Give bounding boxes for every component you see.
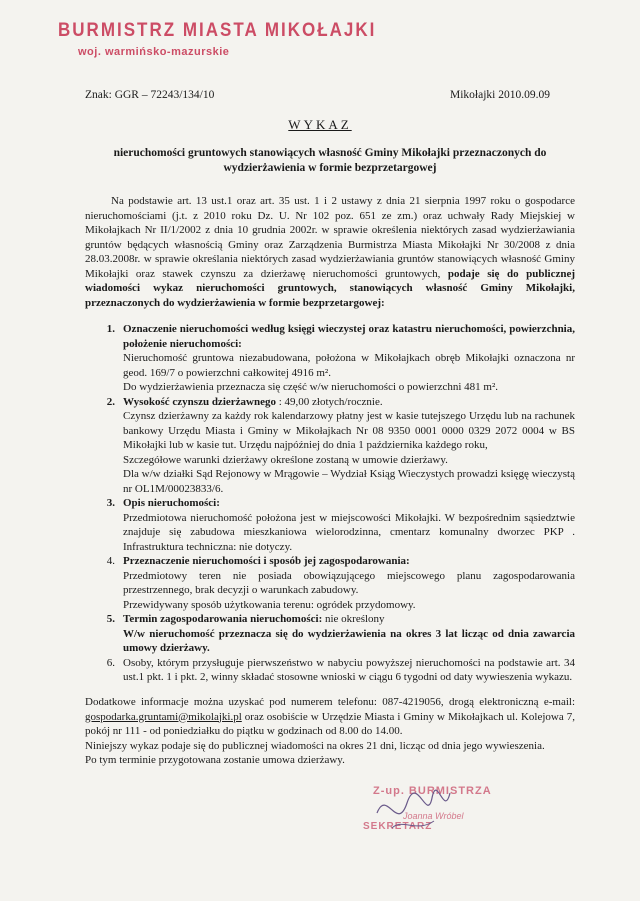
item-line: Do wydzierżawienia przeznacza się część w/w nieruchomości o powierzchni 481 m². xyxy=(123,381,498,393)
stamp-secretary-line3: SEKRETARZ xyxy=(363,821,433,832)
item-heading-tail: nie określony xyxy=(322,613,385,625)
list-item xyxy=(85,395,575,497)
item-heading: Przeznaczenie nieruchomości i sposób jej zagospodarowania: xyxy=(123,555,410,567)
contact-text-b: oraz osobiście w Urzędzie Miasta i Gminy w Mikołajkach ul. Kolejowa 7, pokój nr 111 - od poniedziałku do piątku w godzinach od 8.00 do 14.00. xyxy=(85,710,575,737)
signature xyxy=(372,783,452,838)
list-item xyxy=(85,496,575,554)
item-line: Szczegółowe warunki dzierżawy określone zostaną w umowie dzierżawy. xyxy=(123,453,448,466)
stamp-mayor xyxy=(58,20,376,58)
intro-paragraph xyxy=(85,194,575,310)
item-number: 1. xyxy=(106,323,115,335)
intro-bold-text: podaje się do publicznej wiadomości wykaz nieruchomości gruntowych, stanowiących własność Gminy Mikołajki, przeznaczonych do wydzierżawienia w formie bezprzetargowej: xyxy=(85,267,575,309)
stamp-mayor-line1: BURMISTRZ MIASTA MIKOŁAJKI xyxy=(58,18,377,41)
intro-text: Na podstawie art. 13 ust.1 oraz art. 35 ust. 1 i 2 ustawy z dnia 21 sierpnia 1997 roku o gospodarce nieruchomościami (j.t. z 2010 roku Dz. U. Nr 102 poz. 651 ze zm.) oraz uchwały Rady Miejskiej w Mikołajkach Nr II/1/2002 z dnia 10 grudnia 2002r. w sprawie określenia niektórych zasad wydzierżawiania gruntów będących własnością Gminy oraz Zarządzenia Burmistrza Miasta Mikołajki Nr 30/2008 z dnia 28.03.2008r. w sprawie określania niektórych zasad wydzierżawiania gruntów stanowiących własność Gminy Mikołajki oraz stawek czynszu za dzierżawę nieruchomości gruntowych, xyxy=(85,195,575,280)
list-item xyxy=(85,656,575,685)
item-number: 6. xyxy=(106,656,115,669)
item-line: Dla w/w działki Sąd Rejonowy w Mrągowie – Wydział Ksiąg Wieczystych prowadzi księgę wieczystą nr OL1M/00023833/6. xyxy=(123,468,575,495)
reference-number: Znak: GGR – 72243/134/10 xyxy=(85,89,215,101)
item-line: Czynsz dzierżawny za każdy rok kalendarzowy płatny jest w kasie tutejszego Urzędu lub na rachunek bankowy Urzędu Miasta i Gminy w Mikołajkach Nr 08 9350 0001 0000 0329 2072 0004 w BS Mikołajki lub w kasie tut. Urzędu najpóźniej do dnia 1 października każdego roku, xyxy=(123,410,575,451)
item-line: Osoby, którym przysługuje pierwszeństwo w nabyciu powyższej nieruchomości na podstawie art. 34 ust.1 pkt. 1 i pkt. 2, winny składać stosowne wnioski w ciągu 6 tygodni od daty wywieszenia wykazu. xyxy=(123,656,575,683)
item-bold-line: W/w nieruchomość przeznacza się do wydzierżawienia na okres 3 lat licząc od dnia zawarcia umowy dzierżawy. xyxy=(123,627,575,654)
publication-paragraph: Niniejszy wykaz podaje się do publicznej wiadomości na okres 21 dni, licząc od dnia jego wywieszenia. xyxy=(85,739,545,752)
item-number: 2. xyxy=(106,395,115,408)
item-heading-tail: : 49,00 złotych/rocznie. xyxy=(275,395,383,408)
item-number: 5. xyxy=(106,613,115,625)
item-number: 4. xyxy=(106,555,115,567)
stamp-secretary-line1: Z-up. BURMISTRZA xyxy=(373,785,492,797)
contact-text-a: Dodatkowe informacje można uzyskać pod numerem telefonu: 087-4219056, drogą elektroniczną e-mail: xyxy=(85,696,575,708)
item-heading: Wysokość czynszu dzierżawnego xyxy=(123,395,276,408)
item-heading: Termin zagospodarowania nieruchomości: xyxy=(123,613,323,625)
stamp-mayor-line2: woj. warmińsko-mazurskie xyxy=(78,46,230,58)
item-line: Przewidywany sposób użytkowania terenu: ogródek przydomowy. xyxy=(123,598,416,611)
items-list xyxy=(85,322,575,685)
item-heading: Opis nieruchomości: xyxy=(123,497,220,509)
place-date: Mikołajki 2010.09.09 xyxy=(450,89,550,101)
email-link[interactable]: gospodarka.gruntami@mikolajki.pl xyxy=(85,710,242,723)
contact-paragraph xyxy=(85,695,575,739)
item-line: Przedmiotowa nieruchomość położona jest w miejscowości Mikołajki. W bezpośrednim sąsiedztwie znajduje się zabudowa mieszkaniowa wielorodzinna, cmentarz komunalny dworzec PKP . Infrastruktura techniczna: nie dotyczy. xyxy=(123,511,575,553)
list-item xyxy=(85,322,575,395)
document-title: WYKAZ xyxy=(288,117,352,132)
closing-paragraph: Po tym terminie przygotowana zostanie umowa dzierżawy. xyxy=(85,754,345,766)
list-item xyxy=(85,554,575,612)
item-heading: Oznaczenie nieruchomości według księgi wieczystej oraz katastru nieruchomości, powierzchnia, położenie nieruchomości: xyxy=(123,323,575,350)
stamp-secretary-line2: Joanna Wróbel xyxy=(403,811,464,821)
item-line: Nieruchomość gruntowa niezabudowana, położona w Mikołajkach obręb Mikołajki oznaczona nr geod. 169/7 o powierzchni całkowitej 4916 m². xyxy=(123,352,575,379)
footer xyxy=(85,695,575,768)
list-item xyxy=(85,612,575,656)
item-line: Przedmiotowy teren nie posiada obowiązującego miejscowego planu zagospodarowania przestrzennego, brak decyzji o warunkach zabudowy. xyxy=(123,569,575,596)
item-number: 3. xyxy=(106,497,115,509)
document-subtitle: nieruchomości gruntowych stanowiących własność Gminy Mikołajki przeznaczonych do wydzierżawienia w formie bezprzetargowej xyxy=(113,147,547,174)
